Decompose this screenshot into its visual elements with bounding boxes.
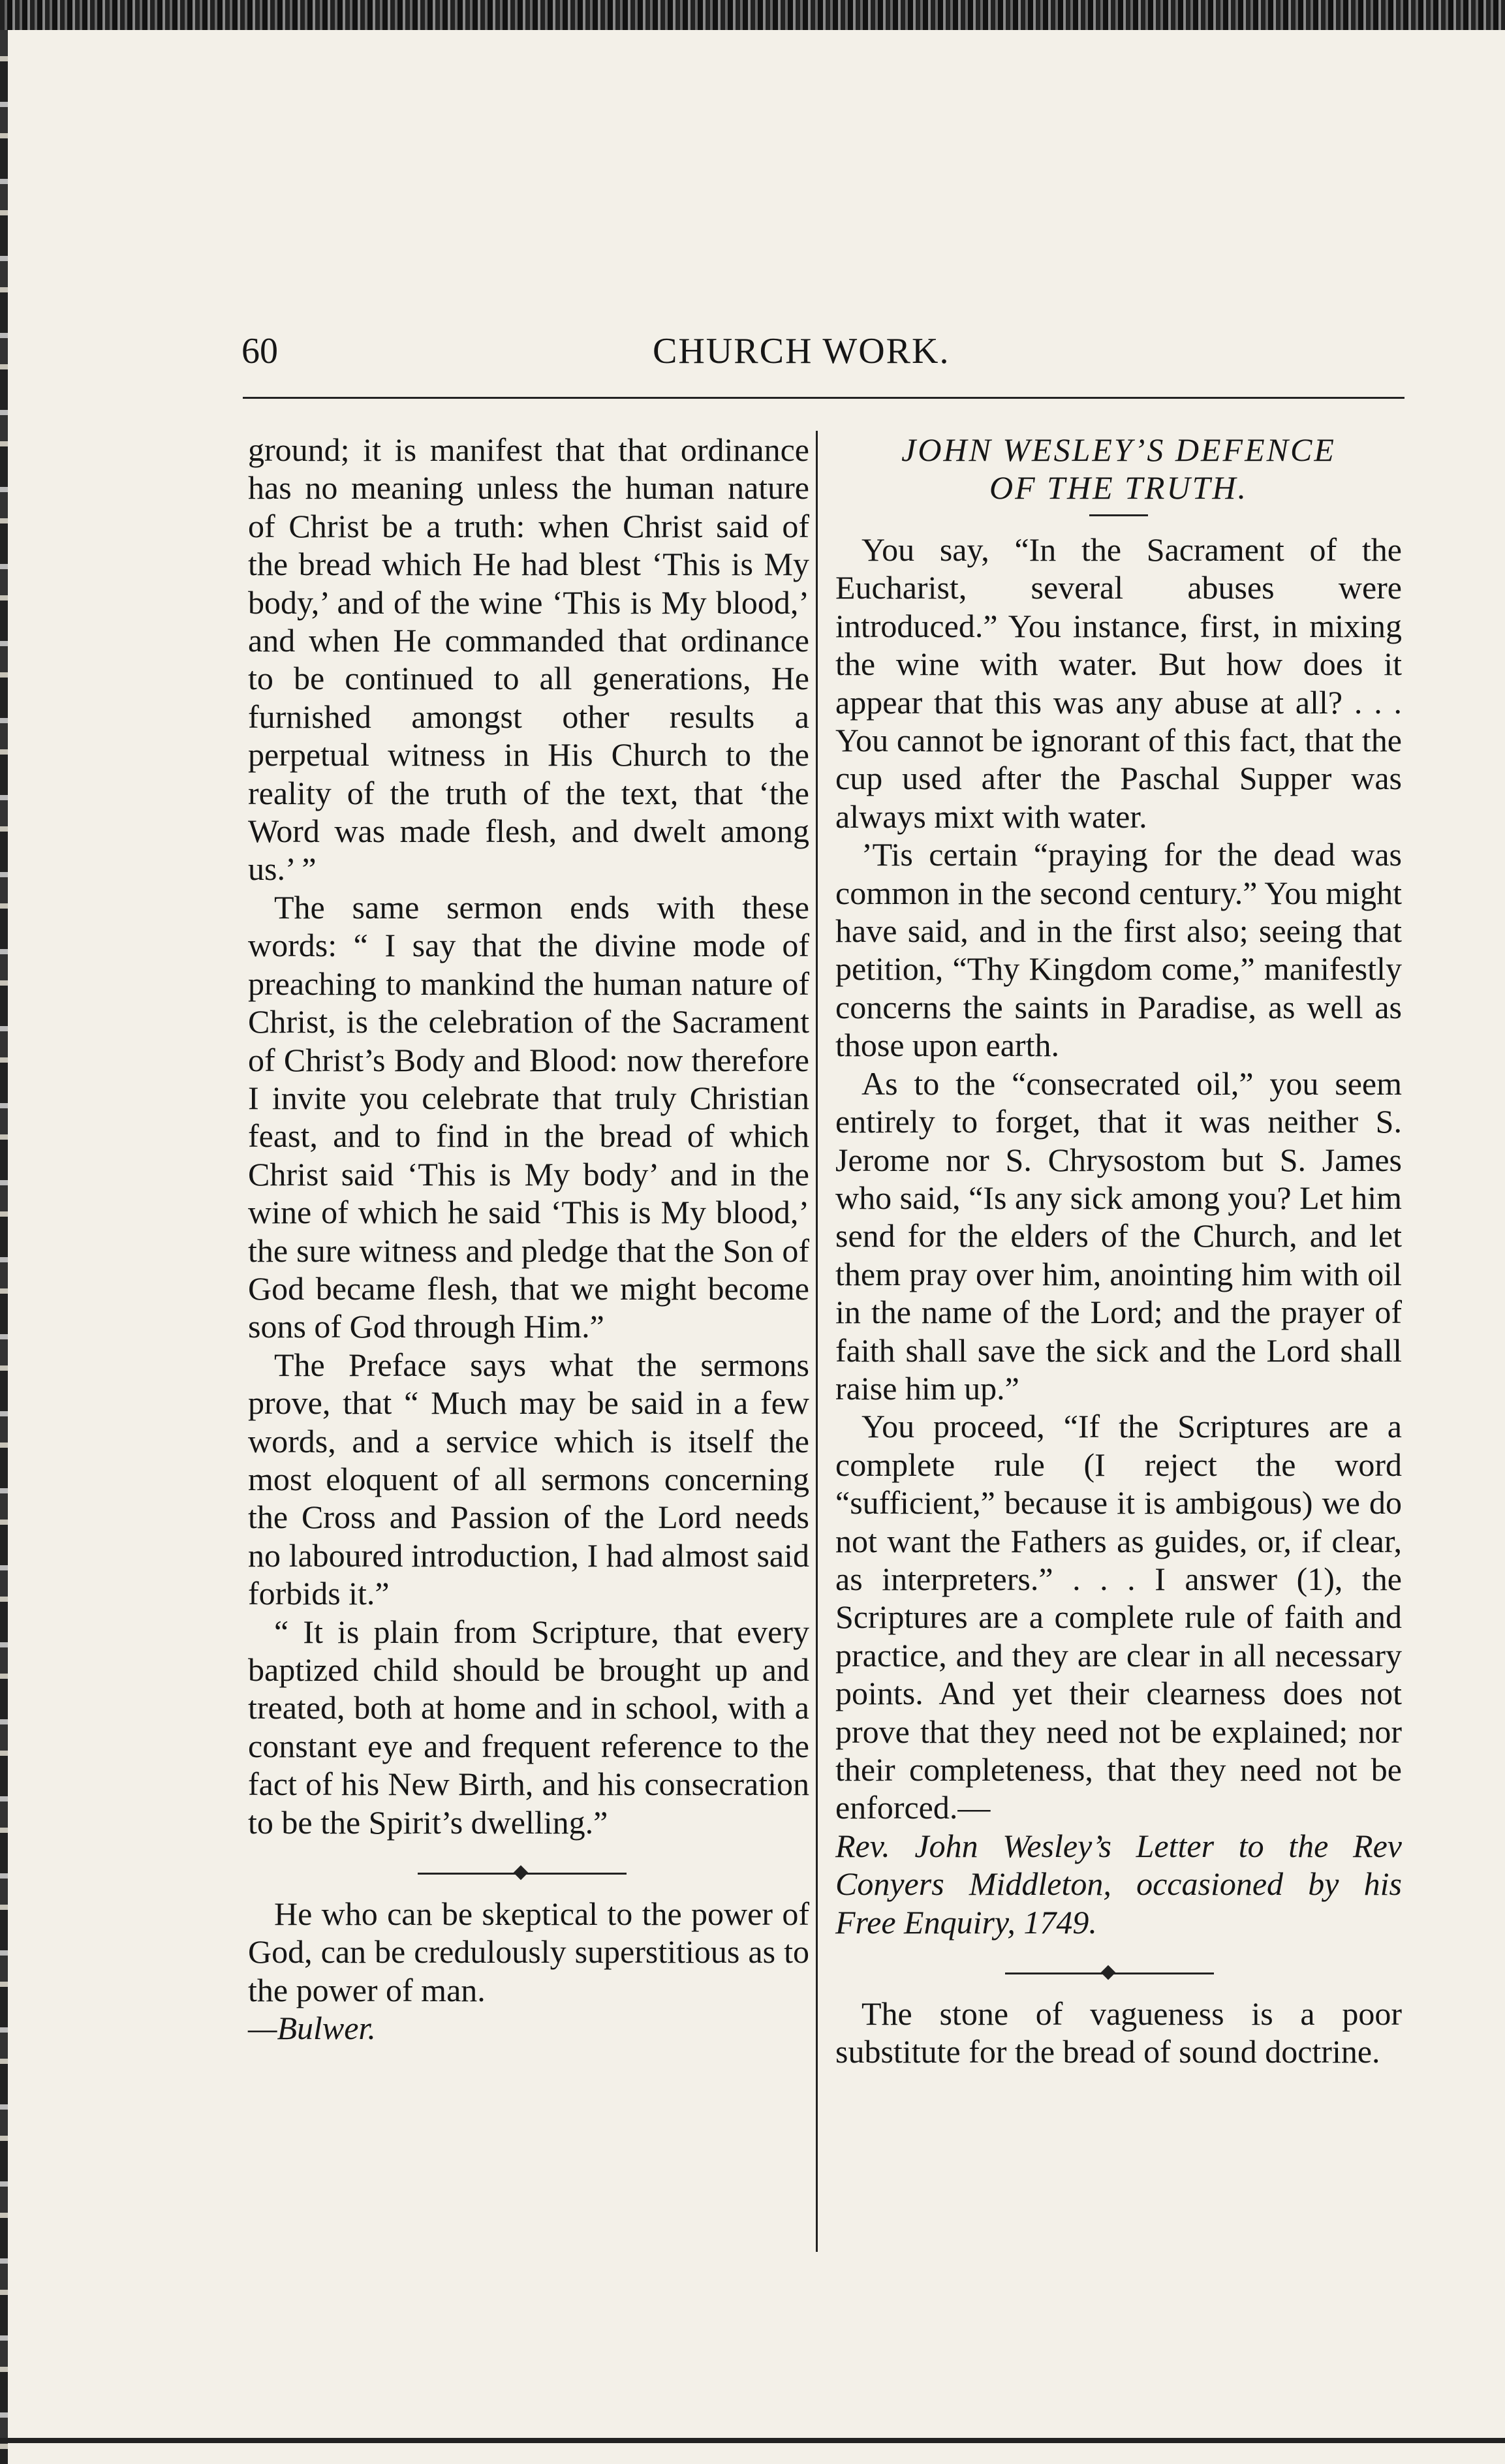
paragraph: You say, “In the Sacrament of the Eucharist, several abuses were introduced.” You instance, first, in mixing the wine with water. But how does it appear that this was any abuse at all? . . . You cannot be ignorant of this fact, that the cup used after the Paschal Supper was always mixt with water.: [835, 531, 1402, 835]
citation: Rev. John Wesley’s Letter to the Rev Conyers Middleton, occasioned by his Free Enquiry, 1749.: [835, 1827, 1402, 1941]
title-rule: [1089, 514, 1148, 516]
paragraph: You proceed, “If the Scriptures are a complete rule (I reject the word “sufficient,” because it is ambigous) we do not want the Fathers as guides, or, if clear, as interpreters.” . . . I answer (1), the Scriptures are a complete rule of faith and practice, and they are clear in all necessary points. And yet their clearness does not prove that they need not be explained; nor their completeness, that they need not be enforced.—: [835, 1408, 1402, 1826]
paragraph: As to the “consecrated oil,” you seem entirely to forget, that it was neither S. Jerome nor S. Chrysostom but S. James who said, “Is any sick among you? Let him send for the elders of the Church, and let them pray over him, anointing him with oil in the name of the Lord; and the prayer of faith shall save the sick and the Lord shall raise him up.”: [835, 1065, 1402, 1407]
section-ornament: [835, 1952, 1402, 1991]
article-title-line: JOHN WESLEY’S DEFENCE: [901, 431, 1336, 468]
paragraph: “ It is plain from Scripture, that every baptized child should be brought up and treated, both at home and in school, with a constant eye and frequent reference to the fact of his New Birth, and his consecration to be the Spirit’s dwelling.”: [248, 1613, 809, 1841]
article-title-line: OF THE TRUTH.: [989, 469, 1248, 506]
scan-bottom-border: [0, 2438, 1505, 2443]
diamond-icon: [1101, 1965, 1116, 1980]
left-column: [248, 431, 809, 2048]
paragraph: The stone of vagueness is a poor substitute for the bread of sound doctrine.: [835, 1995, 1402, 2070]
paragraph: The Preface says what the sermons prove, that “ Much may be said in a few words, and a service which is itself the most eloquent of all sermons concerning the Cross and Passion of the Lord needs no laboured introduction, I had almost said forbids it.”: [248, 1346, 809, 1612]
header-rule: [243, 397, 1404, 399]
right-column: [835, 431, 1402, 2071]
paragraph: ’Tis certain “praying for the dead was common in the second century.” You might have said, and in the first also; seeing that petition, “Thy Kingdom come,” manifestly concerns the saints in Paradise, as well as those upon earth.: [835, 836, 1402, 1064]
column-divider: [816, 431, 818, 2252]
scan-left-border: [0, 30, 8, 2464]
scan-top-border: [0, 0, 1505, 30]
diamond-icon: [514, 1865, 529, 1880]
running-head: CHURCH WORK.: [653, 331, 950, 371]
page-number: 60: [241, 331, 278, 371]
paragraph: ground; it is manifest that that ordinance has no meaning unless the human nature of Christ be a truth: when Christ said of the bread which He had blest ‘This is My body,’ and of the wine ‘This is My blood,’ and when He commanded that ordinance to be continued to all generations, He furnished amongst other results a perpetual witness in His Church to the reality of the truth of the text, that ‘the Word was made flesh, and dwelt among us.’ ”: [248, 431, 809, 888]
article-title: [835, 431, 1402, 507]
quote-paragraph: He who can be skeptical to the power of God, can be credulously superstitious as to the power of man.: [248, 1895, 809, 2008]
section-ornament: [248, 1852, 809, 1891]
paragraph: The same sermon ends with these words: “ I say that the divine mode of preaching to mankind the human nature of Christ, is the celebration of the Sacrament of Christ’s Body and Blood: now therefore I invite you celebrate that truly Christian feast, and to find in the bread of which Christ said ‘This is My body’ and in the wine of which he said ‘This is My blood,’ the sure witness and pledge that the Son of God became flesh, that we might become sons of God through Him.”: [248, 888, 809, 1345]
quote-attribution: —Bulwer.: [248, 2010, 376, 2047]
